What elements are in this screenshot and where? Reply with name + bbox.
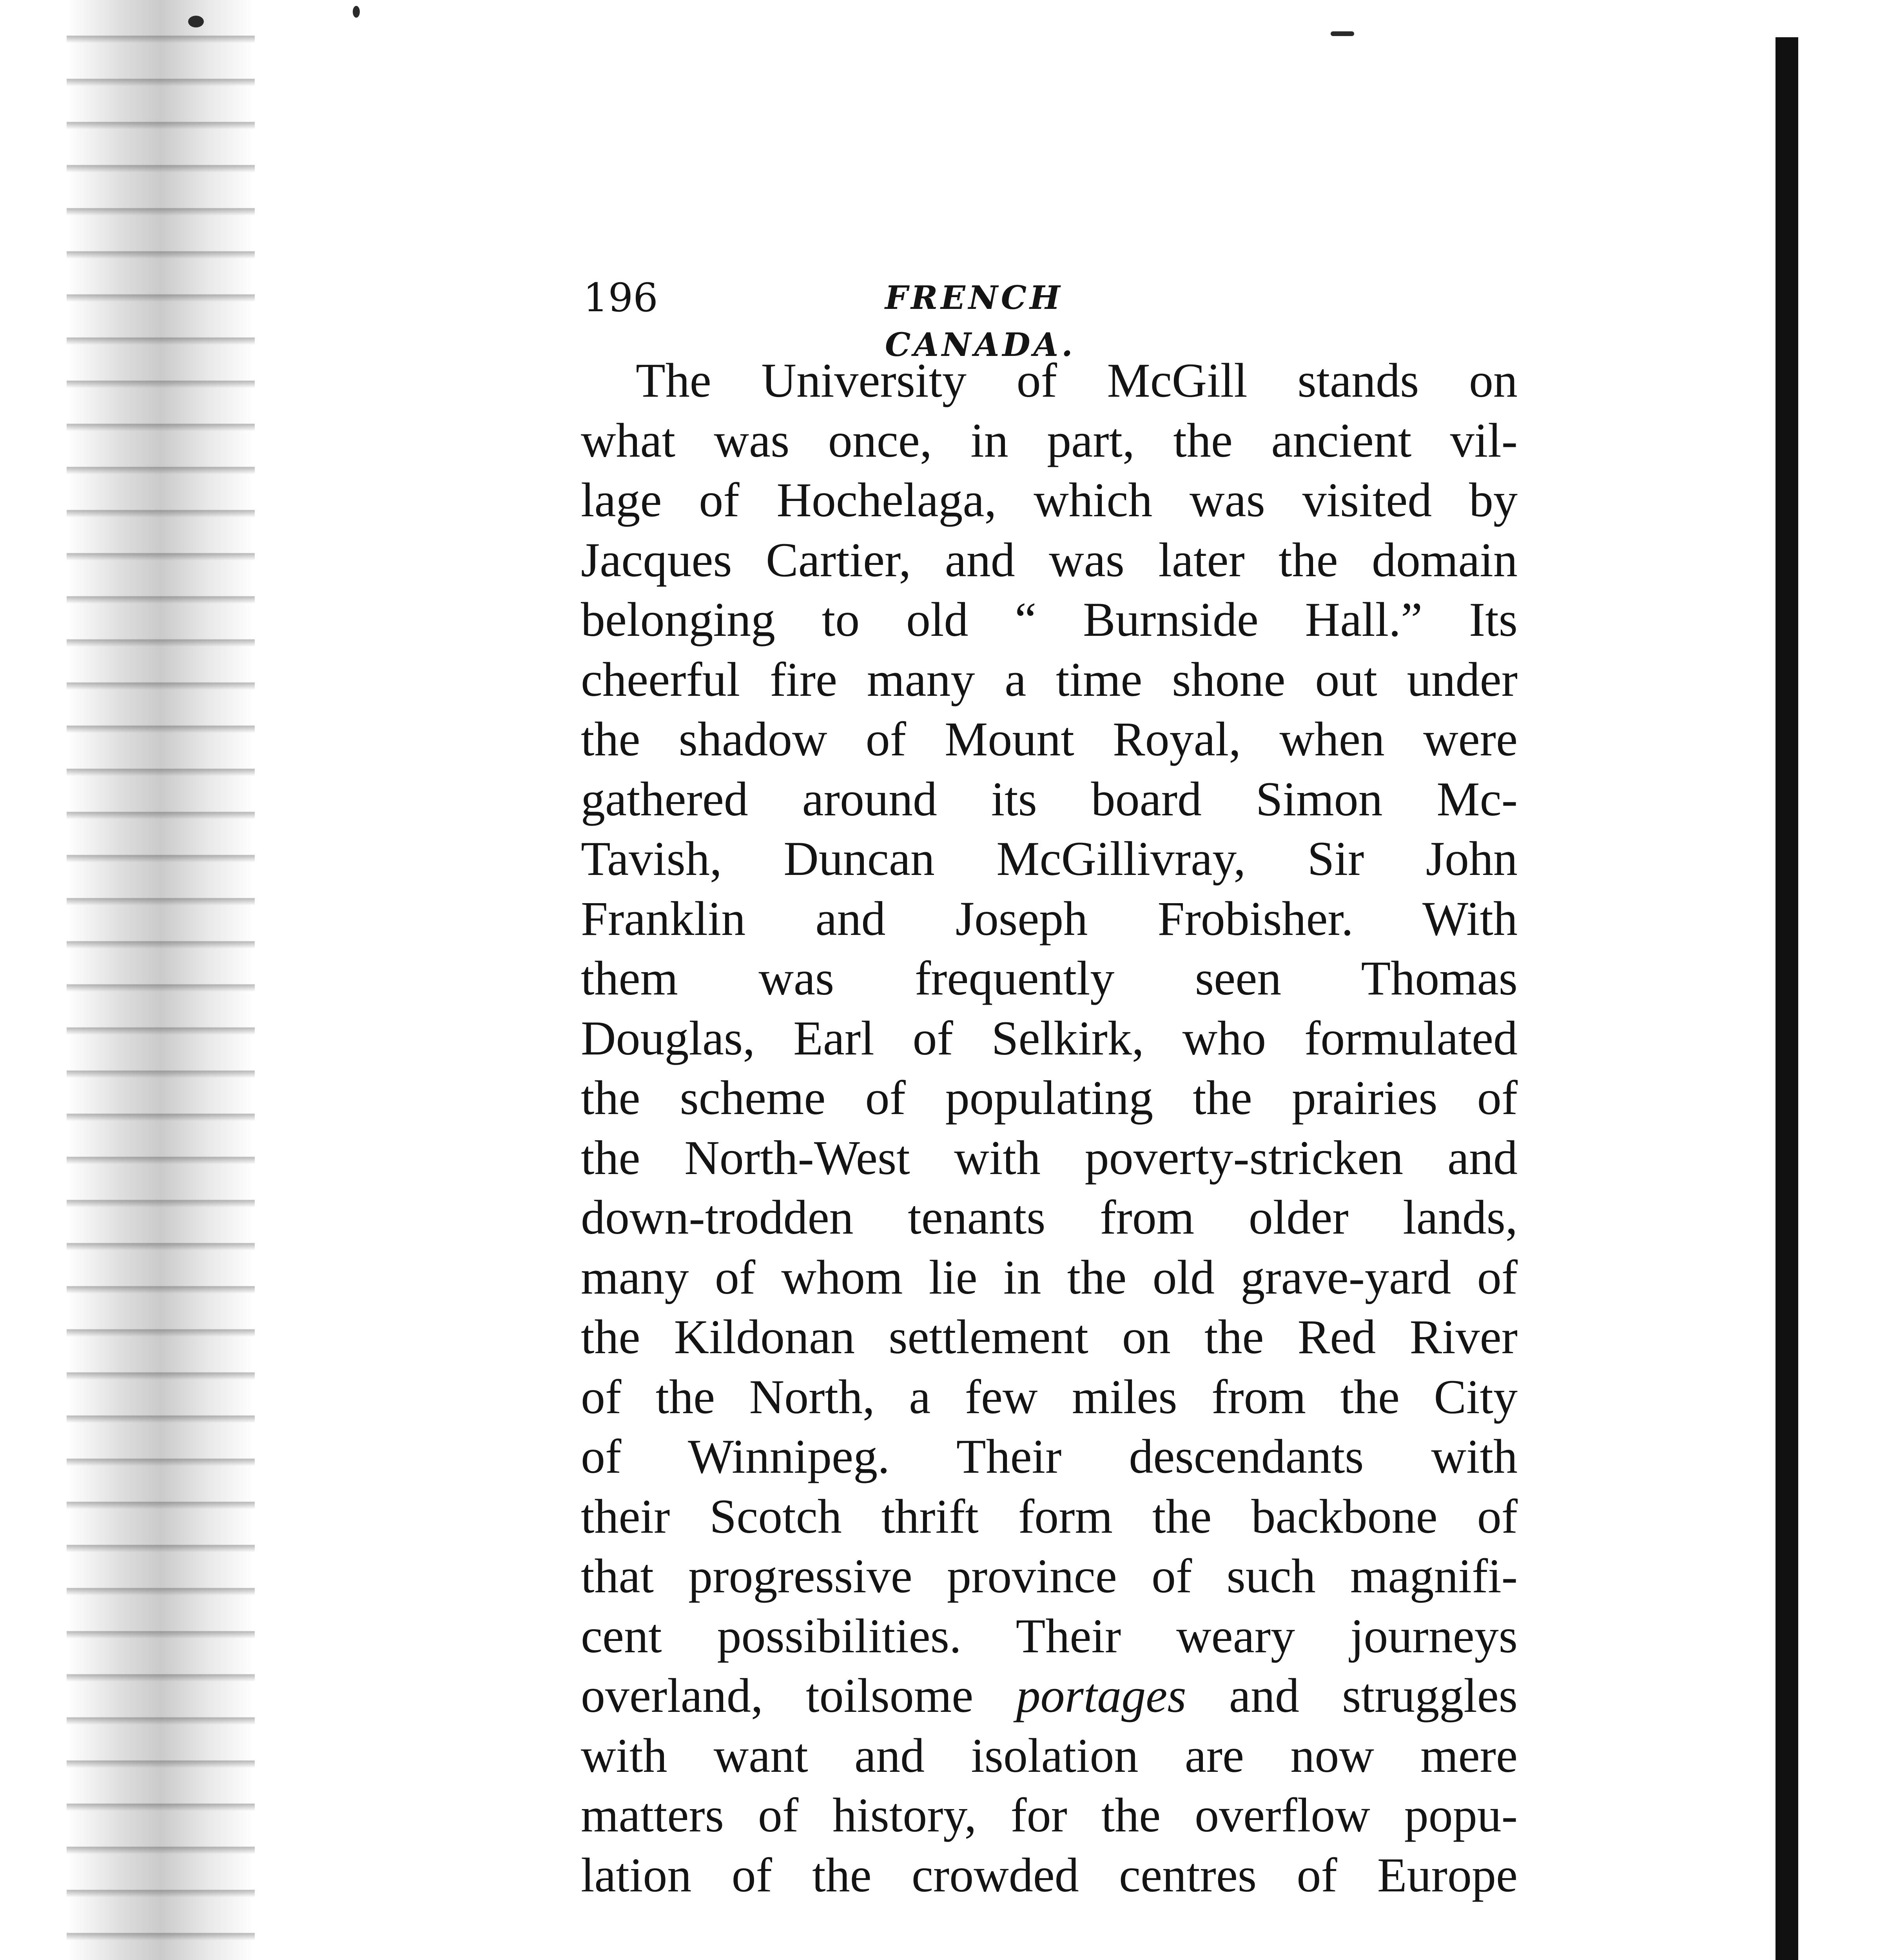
text-line: many of whom lie in the old grave-yard of — [581, 1250, 1518, 1304]
text-line: Tavish, Duncan McGillivray, Sir John — [581, 832, 1518, 886]
text-line: the Kildonan settlement on the Red River — [581, 1310, 1518, 1364]
text-line: them was frequently seen Thomas — [581, 951, 1518, 1005]
text-line: Douglas, Earl of Selkirk, who formulated — [581, 1011, 1518, 1065]
scan-speck — [188, 16, 204, 27]
text-line: of the North, a few miles from the City — [581, 1370, 1518, 1424]
text-line: matters of history, for the overflow popu- — [581, 1788, 1518, 1842]
text-line: lation of the crowded centres of Europe — [581, 1848, 1518, 1902]
scan-edge-shadow — [1775, 37, 1798, 1960]
text-line: what was once, in part, the ancient vil- — [581, 413, 1518, 467]
page-header — [583, 274, 1230, 364]
text-line: cent possibilities. Their weary journeys — [581, 1609, 1518, 1663]
scan-speck — [1331, 31, 1354, 36]
text-line-with-italic — [581, 1666, 1518, 1726]
text-line: the scheme of populating the prairies of — [581, 1071, 1518, 1125]
text-line: the North-West with poverty-stricken and — [581, 1131, 1518, 1185]
text-line: Jacques Cartier, and was later the domain — [581, 533, 1518, 587]
running-head: FRENCH CANADA. — [885, 279, 1076, 364]
text-line: cheerful fire many a time shone out under — [581, 652, 1518, 706]
text-line: the shadow of Mount Royal, when were — [581, 712, 1518, 766]
italic-word: portages — [1016, 1669, 1186, 1722]
text-line: of Winnipeg. Their descendants with — [581, 1430, 1518, 1483]
page-number: 196 — [583, 275, 658, 321]
text-line: lage of Hochelaga, which was visited by — [581, 473, 1518, 527]
text-line: with want and isolation are now mere — [581, 1728, 1518, 1782]
text-fragment: and struggles — [1229, 1669, 1518, 1722]
text-line: that progressive province of such magnifi- — [581, 1549, 1518, 1603]
scan-gutter-shadow — [67, 0, 255, 1960]
text-line: their Scotch thrift form the backbone of — [581, 1489, 1518, 1543]
scan-speck — [353, 6, 360, 18]
text-line: gathered around its board Simon Mc- — [581, 772, 1518, 826]
text-fragment: overland, toilsome — [581, 1669, 974, 1722]
body-text — [581, 351, 1518, 1905]
text-line: belonging to old “ Burnside Hall.” Its — [581, 593, 1518, 646]
text-line: down-trodden tenants from older lands, — [581, 1191, 1518, 1244]
text-line: The University of McGill stands on — [636, 354, 1518, 407]
text-line: Franklin and Joseph Frobisher. With — [581, 891, 1518, 946]
